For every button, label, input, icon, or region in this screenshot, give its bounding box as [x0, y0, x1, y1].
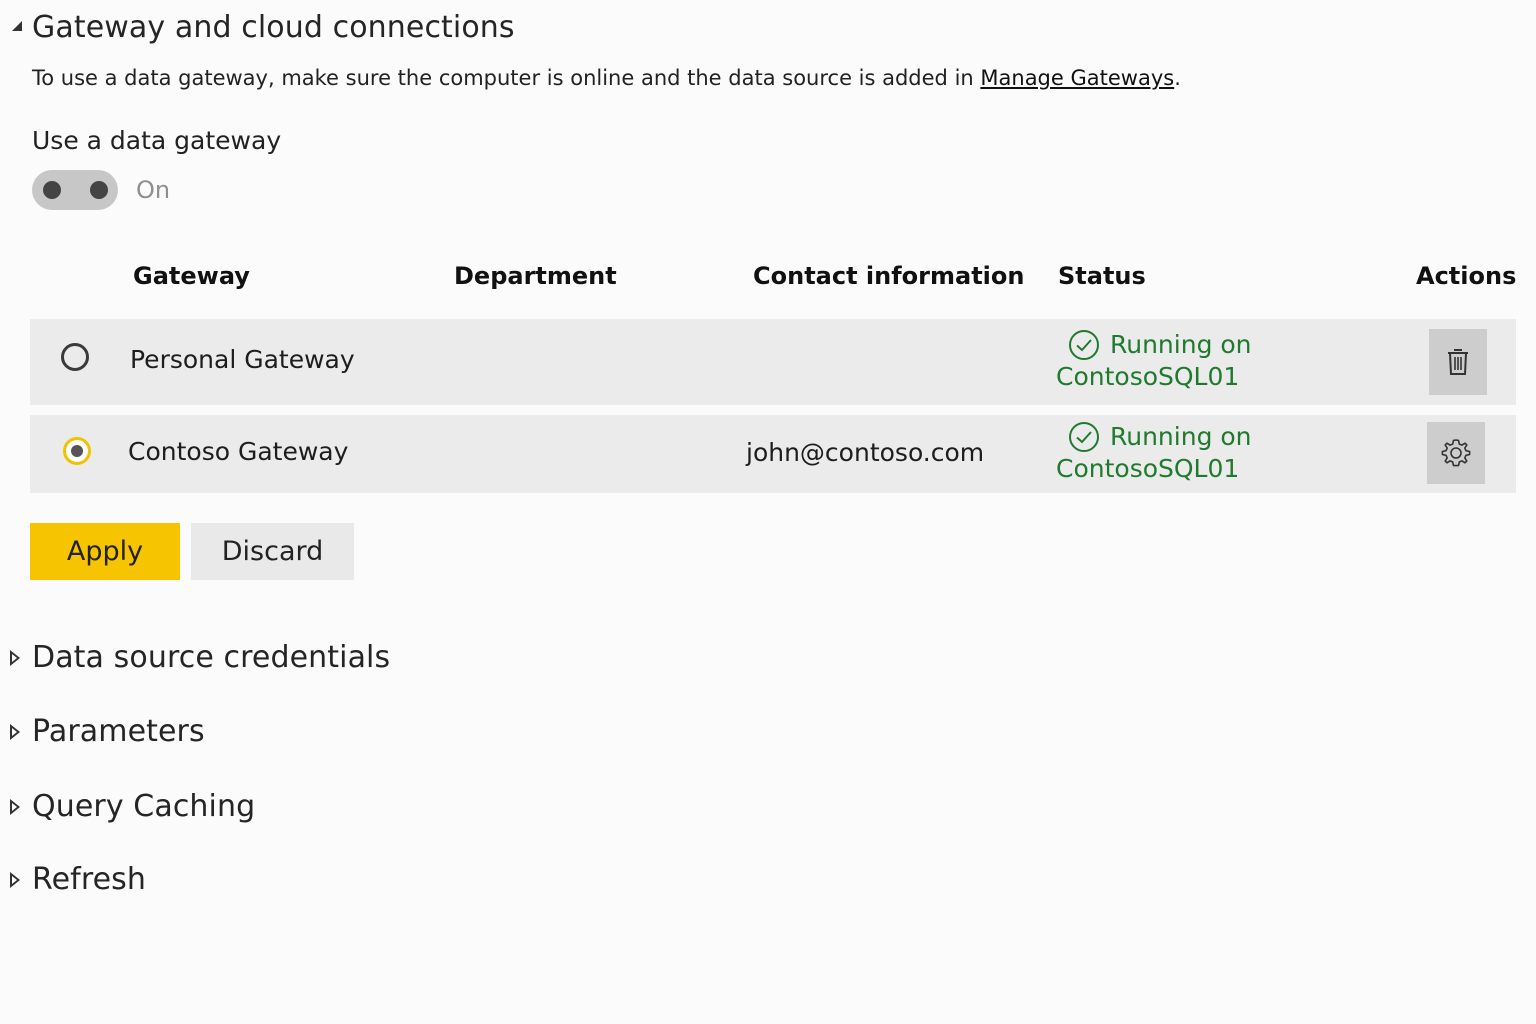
trash-icon: [1445, 347, 1471, 377]
use-gateway-toggle[interactable]: [32, 170, 118, 210]
gateway-name: Contoso Gateway: [128, 437, 349, 466]
description-text: To use a data gateway, make sure the computer is online and the data source is added in: [32, 66, 981, 90]
delete-gateway-button[interactable]: [1429, 329, 1487, 395]
caret-expanded-icon: [4, 23, 26, 33]
header-department: Department: [454, 262, 617, 290]
gateway-description: [32, 66, 1181, 90]
query-caching-section-header[interactable]: [4, 789, 255, 824]
header-status: Status: [1058, 262, 1146, 290]
toggle-dot-left: [43, 181, 61, 199]
radio-personal-gateway[interactable]: [61, 343, 89, 371]
query-caching-section-title: Query Caching: [32, 789, 256, 824]
caret-collapsed-icon: [4, 872, 26, 888]
toggle-state-label: On: [136, 176, 171, 204]
check-circle-icon: [1068, 421, 1100, 453]
description-suffix: .: [1174, 66, 1181, 90]
apply-button[interactable]: Apply: [30, 523, 180, 580]
parameters-section-header[interactable]: [4, 714, 205, 749]
gear-icon: [1440, 437, 1472, 469]
caret-collapsed-icon: [4, 650, 26, 666]
parameters-section-title: Parameters: [32, 714, 205, 749]
status-running: Running on: [1110, 422, 1252, 451]
caret-collapsed-icon: [4, 799, 26, 815]
status-cell: [1056, 421, 1252, 485]
gateway-settings-button[interactable]: [1427, 422, 1485, 484]
status-server: ContosoSQL01: [1056, 362, 1240, 391]
gateway-section-title: Gateway and cloud connections: [32, 10, 515, 45]
table-row[interactable]: [30, 415, 1516, 493]
header-actions: Actions: [1416, 262, 1517, 290]
discard-button[interactable]: Discard: [191, 523, 354, 580]
gateway-section-header[interactable]: [4, 10, 515, 45]
manage-gateways-link[interactable]: Manage Gateways: [980, 66, 1175, 90]
toggle-dot-right: [90, 181, 108, 199]
contact-info: john@contoso.com: [746, 438, 985, 467]
check-circle-icon: [1068, 329, 1100, 361]
refresh-section-title: Refresh: [32, 862, 146, 897]
refresh-section-header[interactable]: [4, 862, 146, 897]
credentials-section-header[interactable]: [4, 640, 390, 675]
caret-collapsed-icon: [4, 724, 26, 740]
status-server: ContosoSQL01: [1056, 454, 1240, 483]
status-running: Running on: [1110, 330, 1252, 359]
credentials-section-title: Data source credentials: [32, 640, 391, 675]
status-cell: [1056, 329, 1252, 393]
use-gateway-label: Use a data gateway: [32, 126, 282, 155]
header-contact: Contact information: [753, 262, 1025, 290]
header-gateway: Gateway: [133, 262, 250, 290]
radio-contoso-gateway[interactable]: [63, 437, 91, 465]
gateway-name: Personal Gateway: [130, 345, 355, 374]
table-row[interactable]: [30, 319, 1516, 405]
